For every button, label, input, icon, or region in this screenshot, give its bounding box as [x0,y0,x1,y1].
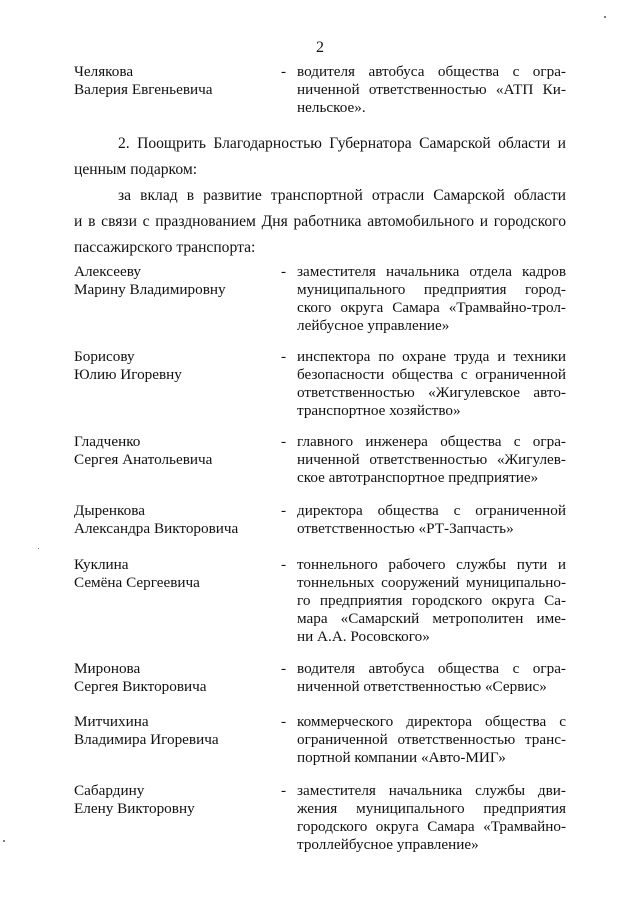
position-line: водителя автобуса общества с огра- [297,660,566,677]
position-line: ответственностью «Жигулевское авто- [297,384,566,401]
scan-speck [38,548,39,549]
position-line: безопасности общества с ограниченной [297,366,566,383]
name-line: Сергея Анатольевича [74,451,213,468]
position-line: ниченной ответственностью «Сервис» [297,678,547,695]
recipient-name [74,782,279,818]
name-line: Марину Владимировну [74,281,226,298]
recipient-name [74,63,279,99]
position-line: транспортное хозяйство» [297,402,461,419]
name-line: Куклина [74,556,129,573]
position-line: инспектора по охране труда и техники [297,348,566,365]
recipient-position [297,348,566,420]
recipient-position [297,433,566,487]
position-line: тоннельных сооружений муниципально- [297,574,566,591]
position-line: портной компании «Авто-МИГ» [297,749,506,766]
position-line: городского округа Самара «Трамвайно- [297,818,566,835]
scan-speck [604,16,606,18]
position-line: тоннельного рабочего службы пути и [297,556,566,573]
recipient-position [297,502,566,538]
para-line: ценным подарком: [74,161,198,178]
position-line: лейбусное управление» [297,317,450,334]
position-line: ответственностью «РТ-Запчасть» [297,520,514,537]
position-line: заместителя начальника отдела кадров [297,263,566,280]
recipient-name [74,263,279,299]
name-line: Семёна Сергеевича [74,574,200,591]
para-line: за вклад в развитие транспортной отрасли Самарской области [118,187,566,204]
name-line: Валерия Евгеньевича [74,81,213,98]
recipient-position [297,63,566,117]
position-line: мара «Самарский метрополитен име- [297,610,566,627]
recipient-position [297,713,566,767]
position-line: ограниченной ответственностью транс- [297,731,566,748]
position-line: ниченной ответственностью «АТП Ки- [297,81,566,98]
position-line: ниченной ответственностью «Жигулев- [297,451,566,468]
dash-separator: - [281,263,287,280]
recipient-name [74,348,279,384]
position-line: ское автотранспортное предприятие» [297,469,539,486]
name-line: Митчихина [74,713,149,730]
recipient-name [74,502,279,538]
dash-separator: - [281,348,287,365]
page-number: 2 [316,39,324,56]
recipient-position [297,660,566,696]
position-line: нельское». [297,99,366,116]
position-line: главного инженера общества с огра- [297,433,566,450]
name-line: Алексееву [74,263,141,280]
dash-separator: - [281,63,287,80]
recipient-name [74,433,279,469]
position-line: го предприятия городского округа Са- [297,592,566,609]
recipient-position [297,782,566,854]
recipient-position [297,263,566,335]
name-line: Миронова [74,660,141,677]
name-line: Челякова [74,63,134,80]
para-line: 2. Поощрить Благодарностью Губернатора Самарской области и [118,135,566,152]
name-line: Дыренкова [74,502,145,519]
name-line: Александра Викторовича [74,520,239,537]
name-line: Юлию Игоревну [74,366,182,383]
name-line: Гладченко [74,433,141,450]
position-line: водителя автобуса общества с огра- [297,63,566,80]
section-2-intro [74,131,566,183]
name-line: Елену Викторовну [74,800,195,817]
section-2-reason [74,183,566,261]
position-line: троллейбусное управление» [297,836,479,853]
name-line: Сергея Викторовича [74,678,207,695]
para-line: пассажирского транспорта: [74,239,256,256]
recipient-name [74,660,279,696]
position-line: жения муниципального предприятия [297,800,566,817]
position-line: директора общества с ограниченной [297,502,566,519]
para-line: и в связи с празднованием Дня работника автомобильного и городского [74,213,566,230]
position-line: заместителя начальника службы дви- [297,782,566,799]
position-line: ни А.А. Росовского» [297,628,430,645]
recipient-name [74,556,279,592]
name-line: Борисову [74,348,135,365]
dash-separator: - [281,782,287,799]
position-line: ского округа Самара «Трамвайно-трол- [297,299,566,316]
scan-speck [3,840,5,842]
recipient-position [297,556,566,646]
position-line: коммерческого директора общества с [297,713,566,730]
position-line: муниципального предприятия город- [297,281,566,298]
recipient-name [74,713,279,749]
dash-separator: - [281,502,287,519]
dash-separator: - [281,556,287,573]
name-line: Сабардину [74,782,145,799]
dash-separator: - [281,660,287,677]
dash-separator: - [281,713,287,730]
dash-separator: - [281,433,287,450]
name-line: Владимира Игоревича [74,731,219,748]
